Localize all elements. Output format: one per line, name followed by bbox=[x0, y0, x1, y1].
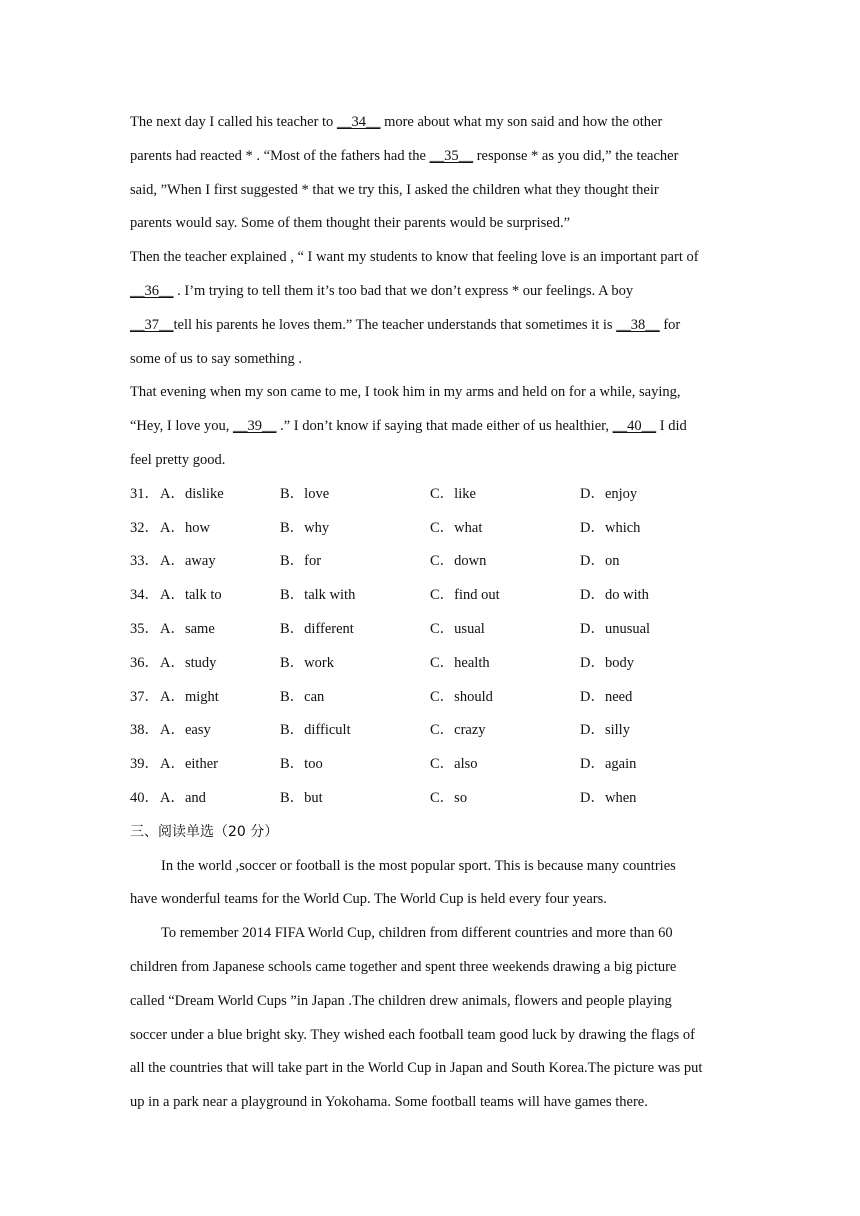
option-b: B．work bbox=[280, 654, 334, 671]
blank-37: __37__ bbox=[130, 316, 174, 333]
option-a: A．how bbox=[160, 519, 210, 536]
passage-line bbox=[130, 144, 740, 178]
option-b: B．difficult bbox=[280, 722, 351, 739]
page-content bbox=[130, 110, 740, 1124]
option-b: B．different bbox=[280, 620, 354, 637]
reading-line: In the world ,soccer or football is the most popular sport. This is because many countries bbox=[161, 857, 676, 874]
question-row bbox=[130, 549, 740, 583]
option-d: D．enjoy bbox=[580, 485, 638, 502]
passage-line: That evening when my son came to me, I took him in my arms and held on for a while, saying, bbox=[130, 384, 681, 401]
question-number: 32． bbox=[130, 519, 159, 536]
option-d: D．on bbox=[580, 553, 620, 570]
reading-line: soccer under a blue bright sky. They wished each football team good luck by drawing the flags of bbox=[130, 1026, 695, 1043]
question-row bbox=[130, 583, 740, 617]
option-d: D．when bbox=[580, 789, 637, 806]
option-c: C．like bbox=[430, 485, 476, 502]
question-number: 37． bbox=[130, 688, 159, 705]
option-c: C．so bbox=[430, 789, 468, 806]
option-b: B．talk with bbox=[280, 587, 356, 604]
option-c: C．health bbox=[430, 654, 490, 671]
question-list bbox=[130, 482, 740, 820]
option-a: A．and bbox=[160, 789, 206, 806]
option-a: A．might bbox=[160, 688, 219, 705]
blank-35: __35__ bbox=[429, 147, 474, 164]
text-segment: more about what my son said and how the other bbox=[380, 114, 663, 130]
question-number: 39． bbox=[130, 756, 159, 773]
question-row bbox=[130, 482, 740, 516]
reading-line: To remember 2014 FIFA World Cup, children from different countries and more than 60 bbox=[161, 925, 673, 942]
passage-line: feel pretty good. bbox=[130, 451, 226, 468]
blank-40: __40__ bbox=[612, 418, 657, 435]
text-segment: I did bbox=[656, 418, 687, 435]
option-d: D．again bbox=[580, 756, 637, 773]
reading-line: up in a park near a playground in Yokohama. Some football teams will have games there. bbox=[130, 1094, 648, 1111]
text-segment: for bbox=[659, 316, 681, 333]
text-segment: The next day I called his teacher to bbox=[130, 114, 337, 130]
blank-34: __34__ bbox=[336, 114, 381, 130]
question-row bbox=[130, 752, 740, 786]
text-segment: .” I don’t know if saying that made either of us healthier, bbox=[276, 418, 613, 435]
text-segment: . I’m trying to tell them it’s too bad that we don’t express * our feelings. A boy bbox=[173, 282, 634, 299]
option-b: B．for bbox=[280, 553, 322, 570]
passage-line bbox=[130, 110, 740, 144]
passage-line bbox=[130, 279, 740, 313]
question-row bbox=[130, 516, 740, 550]
option-c: C．also bbox=[430, 756, 478, 773]
option-b: B．too bbox=[280, 756, 323, 773]
option-a: A．study bbox=[160, 654, 217, 671]
option-a: A．away bbox=[160, 553, 216, 570]
passage-line: some of us to say something . bbox=[130, 350, 302, 367]
option-d: D．body bbox=[580, 654, 634, 671]
passage-line: parents would say. Some of them thought their parents would be surprised.” bbox=[130, 215, 571, 232]
option-a: A．same bbox=[160, 620, 215, 637]
question-row bbox=[130, 786, 740, 820]
option-c: C．usual bbox=[430, 620, 485, 637]
option-c: C．down bbox=[430, 553, 487, 570]
passage-line bbox=[130, 414, 740, 448]
option-a: A．dislike bbox=[160, 485, 224, 502]
section-heading: 三、阅读单选（20 分） bbox=[130, 823, 279, 840]
option-b: B．love bbox=[280, 485, 330, 502]
text-segment: parents had reacted * . “Most of the fathers had the bbox=[130, 147, 430, 164]
option-d: D．silly bbox=[580, 722, 630, 739]
text-segment: tell his parents he loves them.” The teacher understands that sometimes it is bbox=[173, 316, 617, 333]
option-d: D．need bbox=[580, 688, 633, 705]
option-a: A．talk to bbox=[160, 587, 222, 604]
question-row bbox=[130, 685, 740, 719]
option-c: C．find out bbox=[430, 587, 500, 604]
option-c: C．should bbox=[430, 688, 493, 705]
question-row bbox=[130, 617, 740, 651]
option-a: A．easy bbox=[160, 722, 211, 739]
question-number: 36． bbox=[130, 654, 159, 671]
question-number: 40． bbox=[130, 789, 159, 806]
blank-39: __39__ bbox=[232, 418, 277, 435]
text-segment: “Hey, I love you, bbox=[130, 418, 233, 435]
option-b: B．can bbox=[280, 688, 325, 705]
option-b: B．but bbox=[280, 789, 323, 806]
blank-36: __36__ bbox=[130, 282, 174, 299]
passage-line: Then the teacher explained , “ I want my students to know that feeling love is an important part of bbox=[130, 249, 699, 266]
question-number: 31． bbox=[130, 485, 159, 502]
question-number: 35． bbox=[130, 620, 159, 637]
question-row bbox=[130, 718, 740, 752]
reading-line: all the countries that will take part in the World Cup in Japan and South Korea.The picture was put bbox=[130, 1060, 703, 1077]
option-c: C．crazy bbox=[430, 722, 486, 739]
text-segment: response * as you did,” the teacher bbox=[473, 147, 679, 164]
reading-line: have wonderful teams for the World Cup. The World Cup is held every four years. bbox=[130, 891, 607, 908]
passage-line: said, ”When I first suggested * that we try this, I asked the children what they thought their bbox=[130, 181, 659, 198]
option-c: C．what bbox=[430, 519, 483, 536]
passage-line bbox=[130, 313, 740, 347]
reading-line: called “Dream World Cups ”in Japan .The children drew animals, flowers and people playing bbox=[130, 992, 672, 1009]
option-a: A．either bbox=[160, 756, 218, 773]
reading-line: children from Japanese schools came together and spent three weekends drawing a big picture bbox=[130, 958, 677, 975]
option-b: B．why bbox=[280, 519, 330, 536]
option-d: D．do with bbox=[580, 587, 649, 604]
question-row bbox=[130, 651, 740, 685]
question-number: 38． bbox=[130, 722, 159, 739]
option-d: D．unusual bbox=[580, 620, 651, 637]
blank-38: __38__ bbox=[616, 316, 660, 333]
option-d: D．which bbox=[580, 519, 641, 536]
question-number: 33． bbox=[130, 553, 159, 570]
question-number: 34． bbox=[130, 587, 159, 604]
